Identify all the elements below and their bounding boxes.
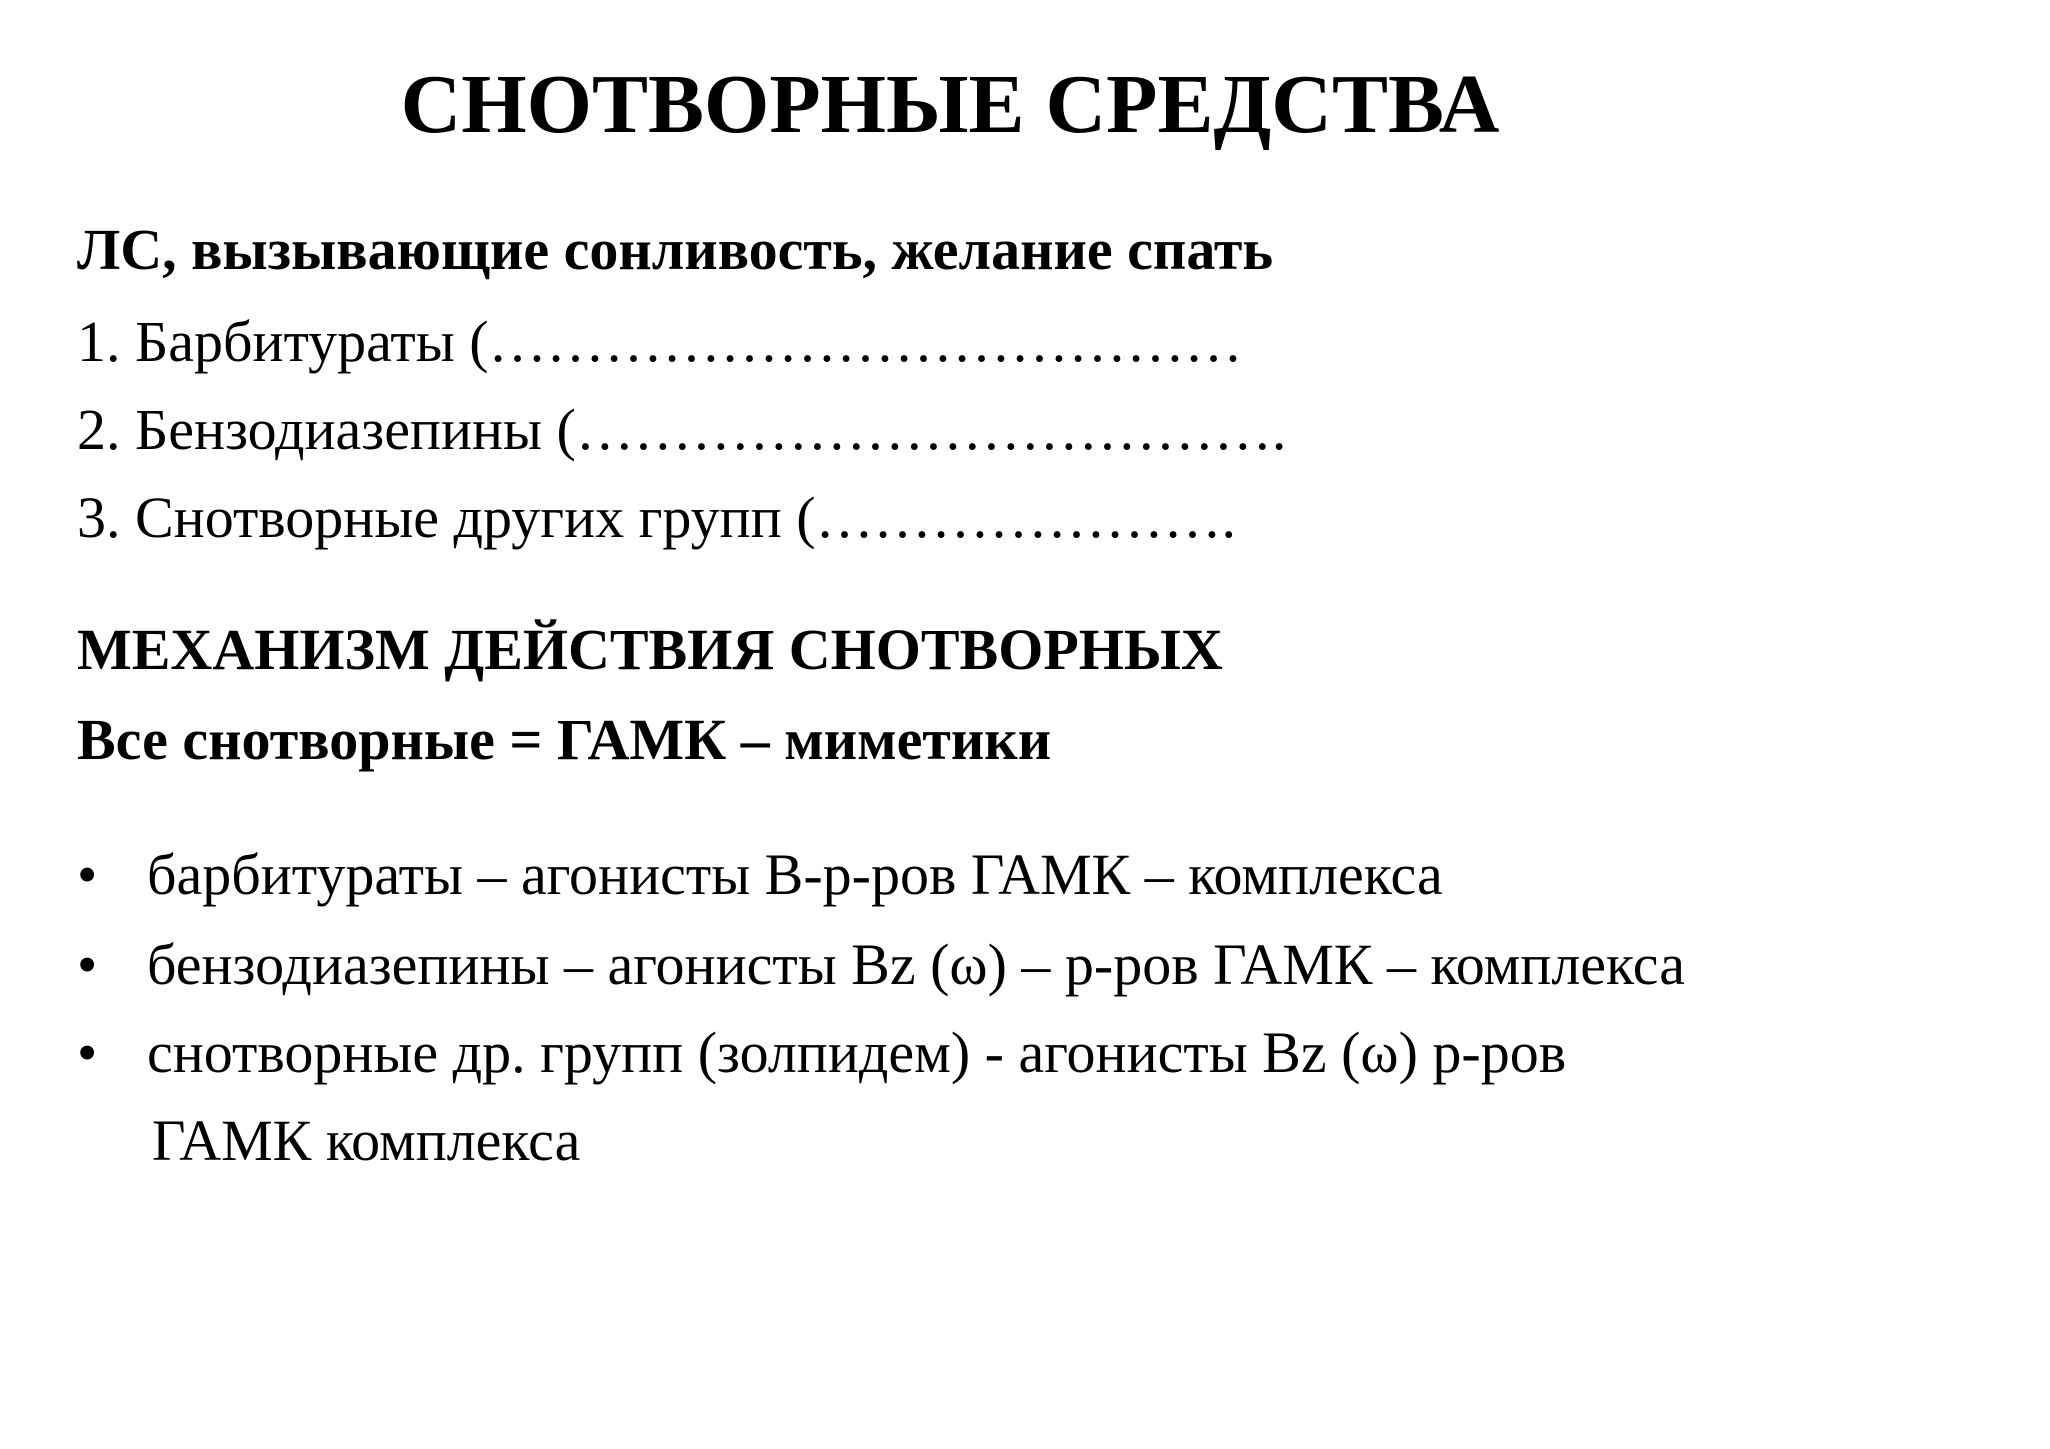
mechanism-heading: МЕХАНИЗМ ДЕЙСТВИЯ СНОТВОРНЫХ [77,617,1223,682]
bullet-icon: • [77,932,98,997]
bullet-text: барбитураты – агонисты В-р-ров ГАМК – комплекса [147,842,1443,907]
definition-text: ЛС, вызывающие сонливость, желание спать [77,217,1273,282]
mechanism-subheading: Все снотворные = ГАМК – миметики [77,707,1052,772]
bullet-text: бензодиазепины – агонисты Bz (ω) – р-ров ГАМК – комплекса [147,932,1685,997]
group-item-other-hypnotics: 3. Снотворные других групп (…………………. [77,485,1237,550]
bullet-text-continuation: ГАМК комплекса [152,1108,581,1173]
bullet-text: снотворные др. групп (золпидем) - агонисты Bz (ω) р-ров [147,1020,1567,1085]
bullet-icon: • [77,1020,98,1085]
page-title: СНОТВОРНЫЕ СРЕДСТВА [400,58,1500,151]
bullet-icon: • [77,842,98,907]
group-item-barbiturates: 1. Барбитураты (………………………………… [77,309,1243,374]
group-item-benzodiazepines: 2. Бензодиазепины (………………………………. [77,397,1287,462]
